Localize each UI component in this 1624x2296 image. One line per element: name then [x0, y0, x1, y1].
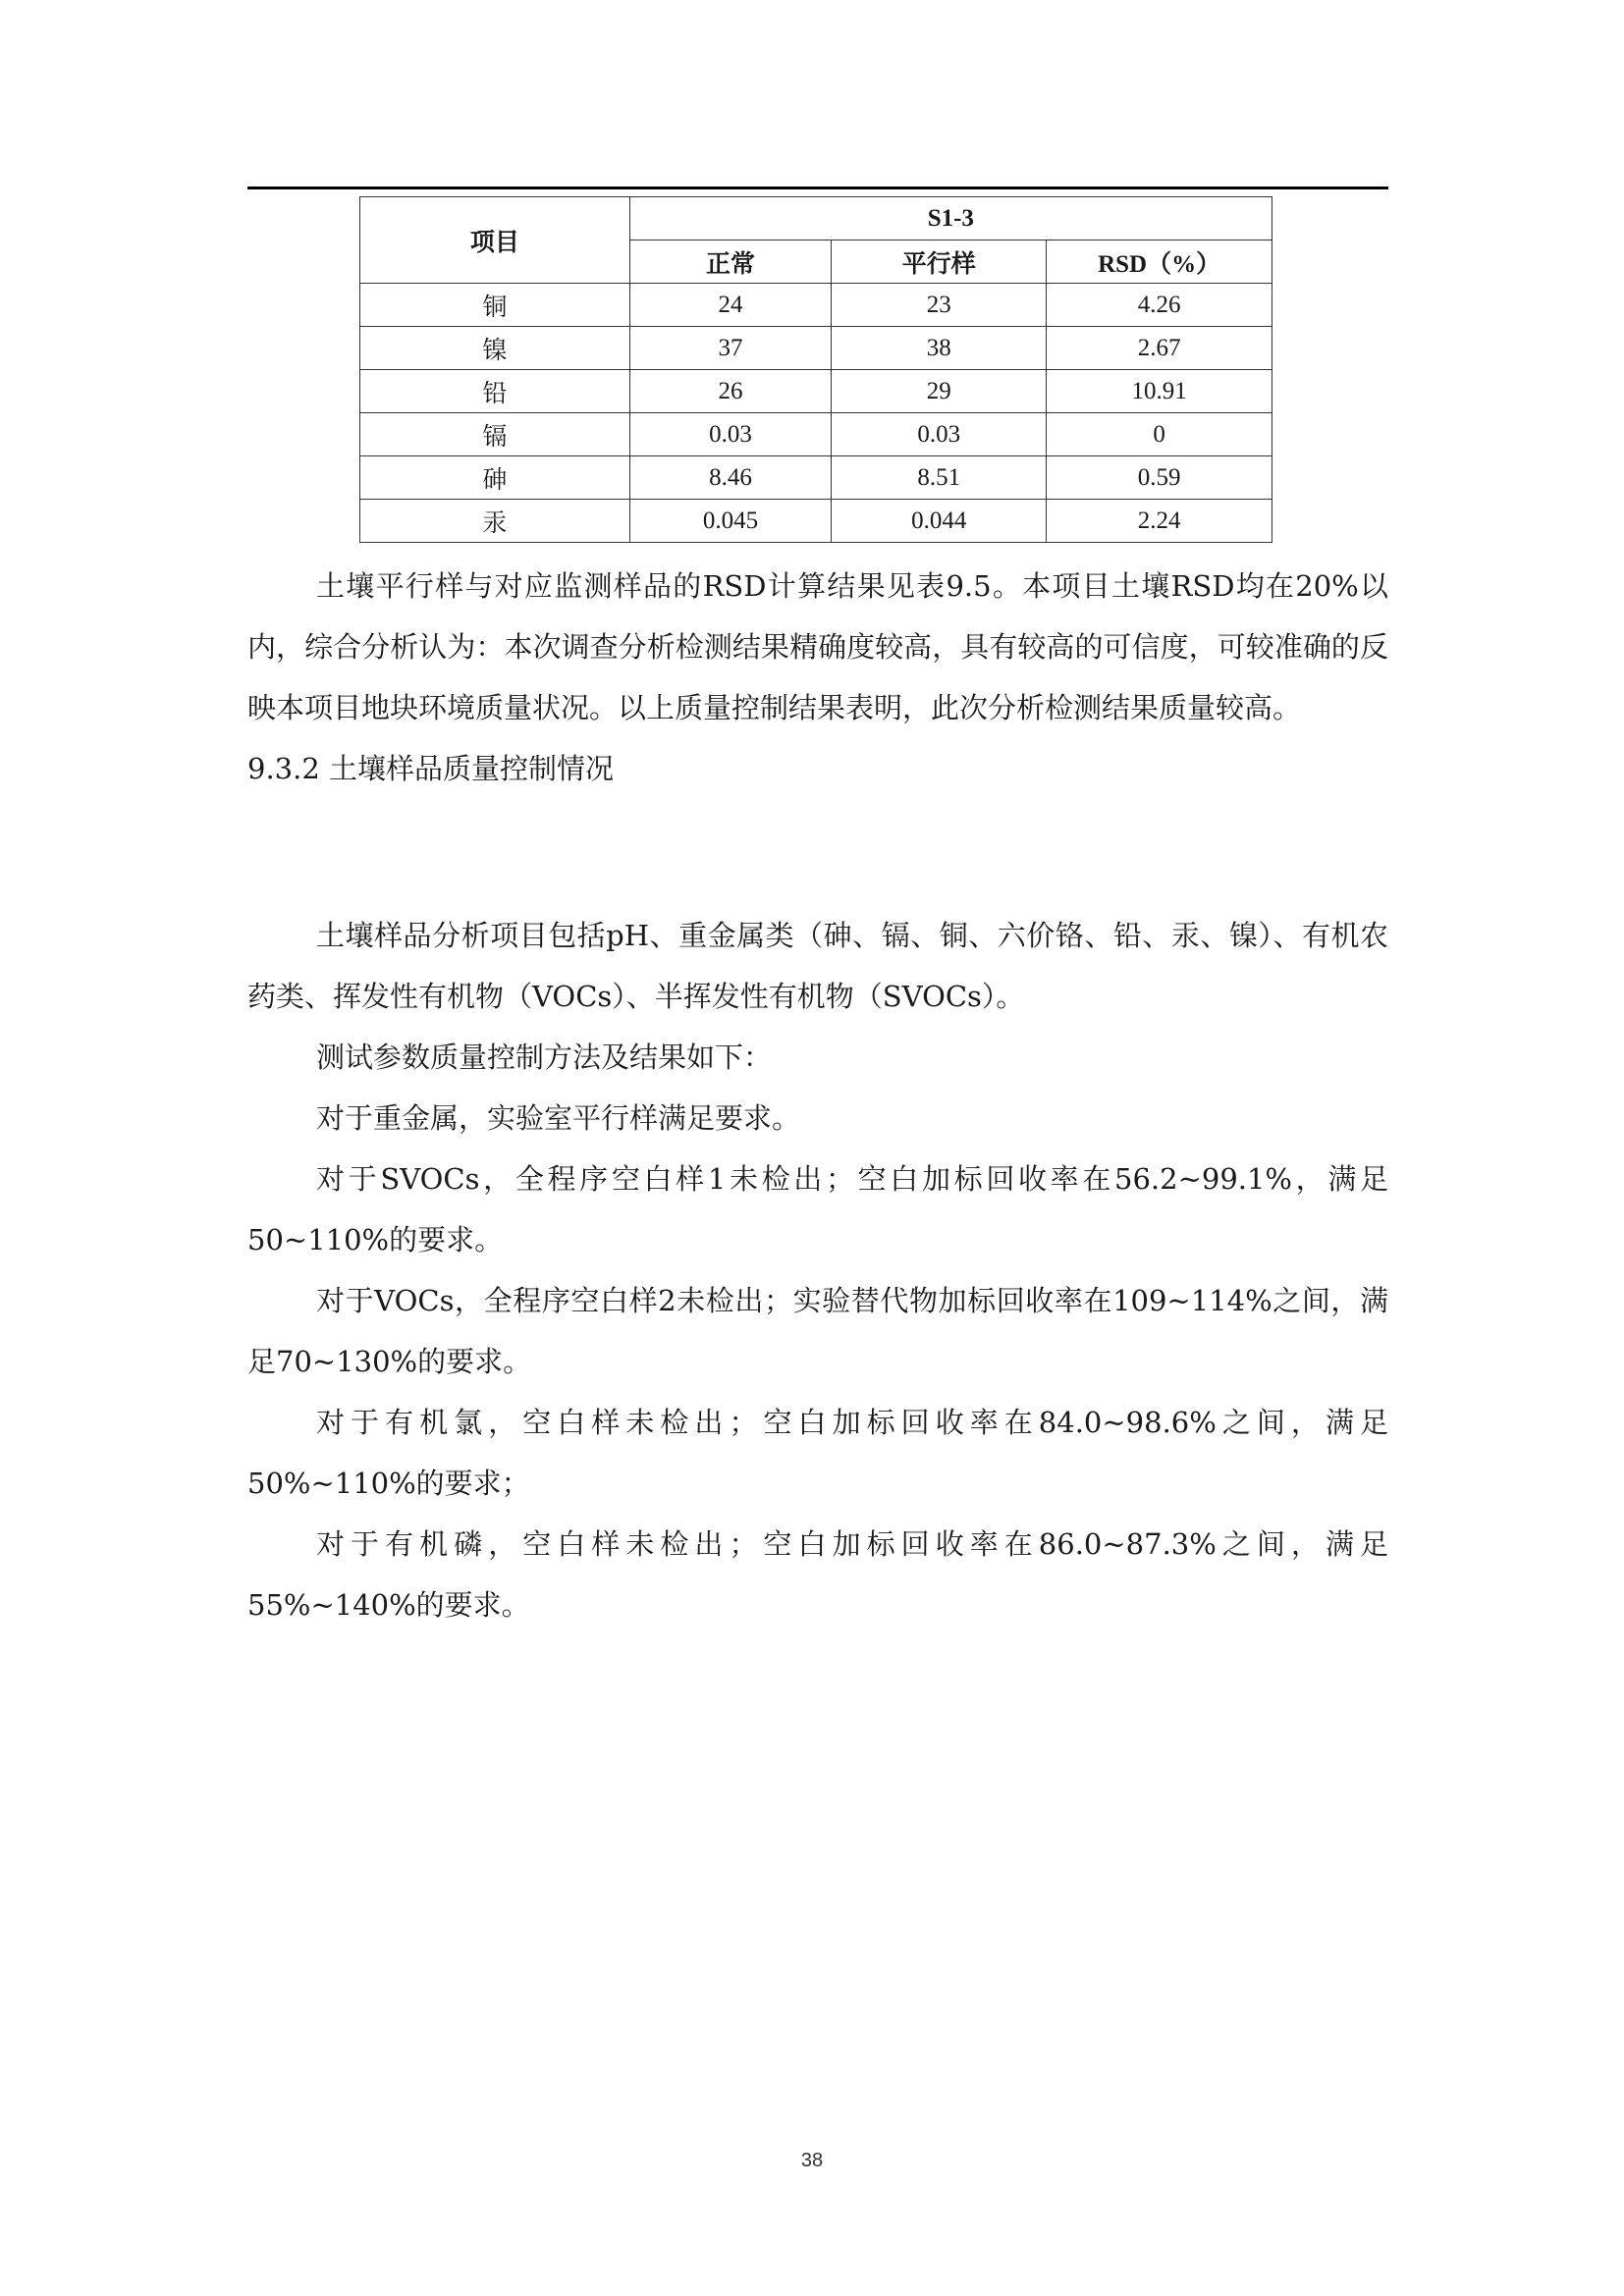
- paragraph-svocs: 对于SVOCs，全程序空白样1未检出；空白加标回收率在56.2~99.1%，满足50~110%的要求。: [247, 1162, 1388, 1256]
- paragraph-organophosphorus: 对于有机磷，空白样未检出；空白加标回收率在86.0~87.3%之间，满足55%~140%的要求。: [247, 1527, 1388, 1622]
- table-row: [360, 500, 1272, 543]
- header-rule: [247, 187, 1388, 189]
- table-row: [360, 327, 1272, 370]
- table-row: [360, 456, 1272, 500]
- cell-parallel: 8.51: [832, 456, 1047, 500]
- body-text-upper: [247, 556, 1388, 799]
- body-text-lower: [247, 905, 1388, 1635]
- paragraph-qc-methods-intro: 测试参数质量控制方法及结果如下：: [316, 1041, 773, 1074]
- cell-normal: 0.03: [629, 413, 832, 456]
- cell-parallel: 23: [832, 284, 1047, 327]
- cell-normal: 37: [629, 327, 832, 370]
- cell-normal: 8.46: [629, 456, 832, 500]
- cell-item: 砷: [360, 456, 630, 500]
- cell-parallel: 29: [832, 370, 1047, 413]
- table-row: [360, 370, 1272, 413]
- cell-rsd: 0.59: [1047, 456, 1272, 500]
- rsd-table: [359, 196, 1272, 543]
- subheader-parallel: 平行样: [832, 240, 1047, 284]
- table-row: [360, 284, 1272, 327]
- subheader-rsd: RSD（%）: [1047, 240, 1272, 284]
- section-heading: 9.3.2 土壤样品质量控制情况: [247, 752, 615, 785]
- subheader-normal: 正常: [629, 240, 832, 284]
- cell-normal: 0.045: [629, 500, 832, 543]
- cell-item: 镍: [360, 327, 630, 370]
- page-number: 38: [800, 2150, 824, 2171]
- cell-item: 铜: [360, 284, 630, 327]
- cell-rsd: 0: [1047, 413, 1272, 456]
- cell-rsd: 2.24: [1047, 500, 1272, 543]
- cell-normal: 24: [629, 284, 832, 327]
- paragraph-vocs: 对于VOCs，全程序空白样2未检出；实验替代物加标回收率在109~114%之间，满足70~130%的要求。: [247, 1284, 1388, 1378]
- cell-rsd: 4.26: [1047, 284, 1272, 327]
- cell-item: 铅: [360, 370, 630, 413]
- cell-parallel: 0.03: [832, 413, 1047, 456]
- paragraph-analysis-items: 土壤样品分析项目包括pH、重金属类（砷、镉、铜、六价铬、铅、汞、镍）、有机农药类、挥发性有机物（VOCs）、半挥发性有机物（SVOCs）。: [247, 919, 1388, 1013]
- cell-parallel: 38: [832, 327, 1047, 370]
- table-row: [360, 413, 1272, 456]
- cell-rsd: 2.67: [1047, 327, 1272, 370]
- paragraph-heavy-metals: 对于重金属，实验室平行样满足要求。: [316, 1101, 801, 1135]
- cell-normal: 26: [629, 370, 832, 413]
- cell-item: 镉: [360, 413, 630, 456]
- cell-item: 汞: [360, 500, 630, 543]
- cell-parallel: 0.044: [832, 500, 1047, 543]
- header-item: 项目: [360, 197, 630, 284]
- paragraph-organochlorine: 对于有机氯，空白样未检出；空白加标回收率在84.0~98.6%之间，满足50%~110%的要求；: [247, 1406, 1388, 1500]
- cell-rsd: 10.91: [1047, 370, 1272, 413]
- table-header-row: [360, 197, 1272, 240]
- header-sample: S1-3: [629, 197, 1272, 240]
- paragraph-rsd-summary: 土壤平行样与对应监测样品的RSD计算结果见表9.5。本项目土壤RSD均在20%以内，综合分析认为：本次调查分析检测结果精确度较高，具有较高的可信度，可较准确的反映本项目地块环境质量状况。以上质量控制结果表明，此次分析检测结果质量较高。: [247, 569, 1388, 724]
